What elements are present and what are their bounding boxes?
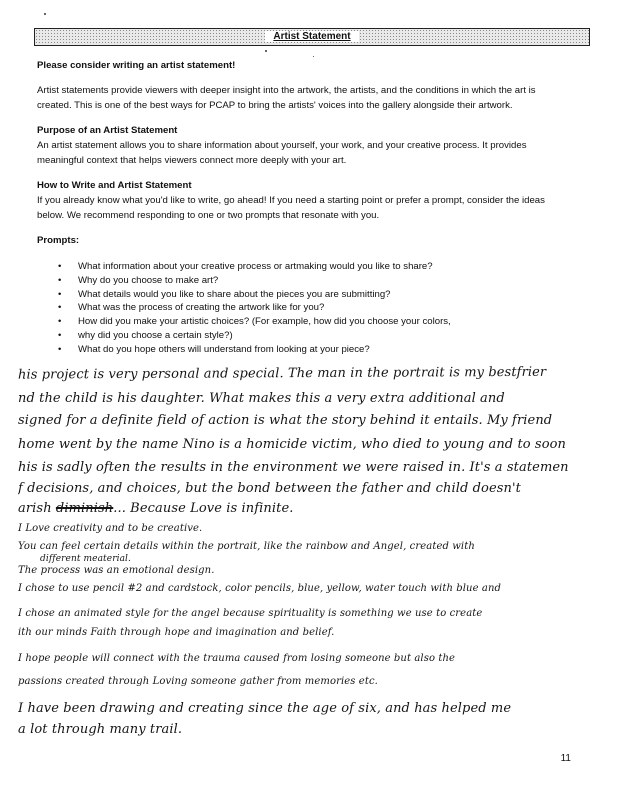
prompt-item: • What was the process of creating the artwork like for you? bbox=[58, 301, 567, 315]
handwritten-line: You can feel certain details within the portrait, like the rainbow and Angel, created with bbox=[18, 541, 475, 552]
handwritten-line: f decisions, and choices, but the bond between the father and child doesn't bbox=[18, 481, 521, 496]
handwritten-line: I chose an animated style for the angel because spirituality is something we use to create bbox=[18, 608, 483, 619]
page-title: Artist Statement bbox=[265, 31, 358, 42]
prompt-item: • why did you choose a certain style?) bbox=[58, 329, 567, 343]
title-banner bbox=[34, 28, 590, 46]
handwritten-line: different meaterial. bbox=[40, 554, 131, 564]
prompt-item: • What details would you like to share about the pieces you are submitting? bbox=[58, 288, 567, 302]
handwritten-line: nd the child is his daughter. What makes this a very extra additional and bbox=[18, 391, 505, 406]
how-to-text: If you already know what you'd like to write, go ahead! If you need a starting point or prefer a prompt, consider the ideas below. We recommend responding to one or two prompts that resonate with you. bbox=[37, 195, 545, 221]
crossed-out-word: diminish bbox=[55, 501, 114, 516]
handwritten-word: ... Because Love is infinite. bbox=[113, 501, 294, 516]
handwritten-line: passions created through Loving someone gather from memories etc. bbox=[18, 676, 378, 687]
handwritten-line: his project is very personal and special. The man in the portrait is my bestfrier bbox=[17, 364, 547, 383]
scan-speck bbox=[313, 56, 314, 57]
prompts-heading: Prompts: bbox=[37, 235, 80, 246]
handwritten-line: a lot through many trail. bbox=[18, 722, 183, 737]
handwritten-line: ith our minds Faith through hope and imagination and belief. bbox=[18, 627, 335, 638]
handwritten-line: The process was an emotional design. bbox=[18, 565, 215, 576]
purpose-heading: Purpose of an Artist Statement bbox=[37, 125, 178, 136]
handwritten-line: home went by the name Nino is a homicide victim, who died to young and to soon bbox=[18, 437, 567, 452]
purpose-text: An artist statement allows you to share information about yourself, your work, and your creative process. It provides meaningful context that helps viewers connect more deeply with your art. bbox=[37, 140, 527, 166]
instructions bbox=[37, 58, 567, 357]
prompt-item: • What do you hope others will understand from looking at your piece? bbox=[58, 343, 567, 357]
intro-heading: Please consider writing an artist statement! bbox=[37, 60, 236, 71]
handwritten-line: I Love creativity and to be creative. bbox=[18, 523, 203, 534]
handwritten-line bbox=[18, 501, 618, 516]
page-number: 11 bbox=[560, 753, 571, 764]
handwritten-line: I hope people will connect with the trauma caused from losing someone but also the bbox=[18, 653, 456, 664]
handwritten-line: signed for a definite field of action is what the story behind it entails. My friend bbox=[18, 413, 553, 428]
scan-speck bbox=[265, 50, 267, 52]
prompt-item: • What information about your creative process or artmaking would you like to share? bbox=[58, 260, 567, 274]
scan-speck bbox=[44, 13, 46, 15]
handwritten-line: his is sadly often the results in the environment we were raised in. It's a statemen bbox=[18, 460, 569, 475]
how-to-heading: How to Write and Artist Statement bbox=[37, 180, 192, 191]
handwritten-line: I chose to use pencil #2 and cardstock, color pencils, blue, yellow, water touch with blue and bbox=[18, 583, 502, 594]
handwritten-word: arish bbox=[18, 501, 52, 516]
handwritten-line: I have been drawing and creating since the age of six, and has helped me bbox=[18, 701, 512, 716]
prompt-item: • Why do you choose to make art? bbox=[58, 274, 567, 288]
prompt-item: • How did you make your artistic choices? (For example, how did you choose your colors, bbox=[58, 315, 567, 329]
prompt-list bbox=[37, 260, 567, 357]
intro-text: Artist statements provide viewers with deeper insight into the artwork, the artists, and the conditions in which the art is created. This is one of the best ways for PCAP to bring the artists' voices into the gallery alongside their artwork. bbox=[37, 85, 536, 111]
